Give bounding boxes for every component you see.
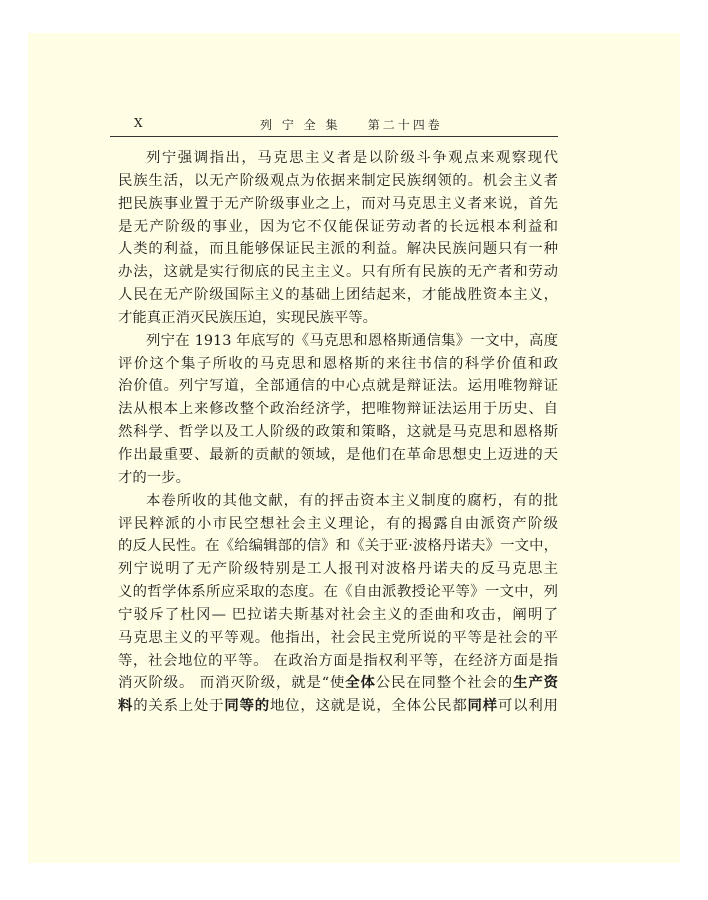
text-line [118,375,558,398]
text-line [118,216,558,239]
text-run: 列宁在 1913 年底写的《马克思和恩格斯通信集》一文中，高度 [146,332,558,349]
text-line [118,284,558,307]
text-line [118,238,558,261]
text-run: 才能真正消灭民族压迫，实现民族平等。 [118,309,378,326]
text-line [118,604,558,627]
emphasis-text: 同等的 [224,697,270,715]
text-run: 评民粹派的小市民空想社会主义理论，有的揭露自由派资产阶级 [118,515,558,532]
text-run: 地位，这就是说，全体公民都 [269,698,468,715]
text-run: 把民族事业置于无产阶级事业之上，而对马克思主义者来说，首先 [118,195,558,212]
emphasis-text: 生产资 [513,674,558,692]
emphasis-text: 全体 [345,674,376,692]
text-run: 作出最重要、最新的贡献的领域，是他们在革命思想史上迈进的天 [118,446,558,463]
running-title: 列 宁 全 集 第二十四卷 [260,118,443,132]
text-line [118,650,558,673]
text-line [118,147,558,170]
text-run: 办法，这就是实行彻底的民主主义。只有所有民族的无产者和劳动 [118,264,558,281]
text-line [118,307,558,330]
text-run: 本卷所收的其他文献，有的抨击资本主义制度的腐朽，有的批 [146,492,558,509]
text-run: 的反人民性。在《给编辑部的信》和《关于亚·波格丹诺夫》一文中， [118,538,558,555]
text-line [118,467,558,490]
text-run: 等，社会地位的平等。 在政治方面是指权利平等，在经济方面是指 [118,652,558,669]
text-run: 民族生活，以无产阶级观点为依据来制定民族纲领的。机会主义者 [118,172,558,189]
text-run: 是无产阶级的事业，因为它不仅能保证劳动者的长远根本利益和 [118,218,558,235]
text-run: 消灭阶级。 而消灭阶级，就是“使 [118,675,346,692]
page-number: X [134,116,143,130]
text-line [118,193,558,216]
text-line [118,330,558,353]
text-run: 的关系上处于 [133,698,225,715]
text-run: 人类的利益，而且能够保证民主派的利益。解决民族问题只有一种 [118,241,558,258]
text-run: 列宁强调指出，马克思主义者是以阶级斗争观点来观察现代 [146,150,558,166]
text-run: 法从根本上来修改整个政治经济学，把唯物辩证法运用于历史、自 [118,401,558,418]
body-text [118,147,558,718]
text-run: 评价这个集子所收的马克思和恩格斯的来往书信的科学价值和政 [118,355,558,372]
text-run: 人民在无产阶级国际主义的基础上团结起来，才能战胜资本主义， [118,287,558,304]
text-run: 列宁说明了无产阶级特别是工人报刊对波格丹诺夫的反马克思主 [118,561,558,578]
text-run: 义的哲学体系所应采取的态度。在《自由派教授论平等》一文中，列 [118,584,558,601]
page-header [110,112,558,134]
text-run: 宁驳斥了杜冈— 巴拉诺夫斯基对社会主义的歪曲和攻击，阐明了 [118,606,558,623]
text-run: 公民在同整个社会的 [375,675,514,692]
text-line [118,490,558,513]
text-run: 治价值。列宁写道，全部通信的中心点就是辩证法。运用唯物辩证 [118,378,558,395]
text-run: 才的一步。 [118,469,190,486]
text-run: 可以利用 [497,698,558,715]
emphasis-text: 同样 [467,697,498,715]
text-run: 马克思主义的平等观。他指出，社会民主党所说的平等是社会的平 [118,629,558,646]
text-line [118,627,558,650]
text-line [118,261,558,284]
text-line [118,535,558,558]
text-line [118,398,558,421]
text-line [118,581,558,604]
header-rule [110,136,558,137]
text-line [118,421,558,444]
text-line [118,513,558,536]
text-line [118,353,558,376]
text-line [118,695,558,718]
text-line [118,170,558,193]
text-line [118,444,558,467]
text-run: 然科学、哲学以及工人阶级的政策和策略，这就是马克思和恩格斯 [118,424,558,441]
text-line [118,672,558,695]
text-line [118,558,558,581]
emphasis-text: 料 [118,697,134,715]
